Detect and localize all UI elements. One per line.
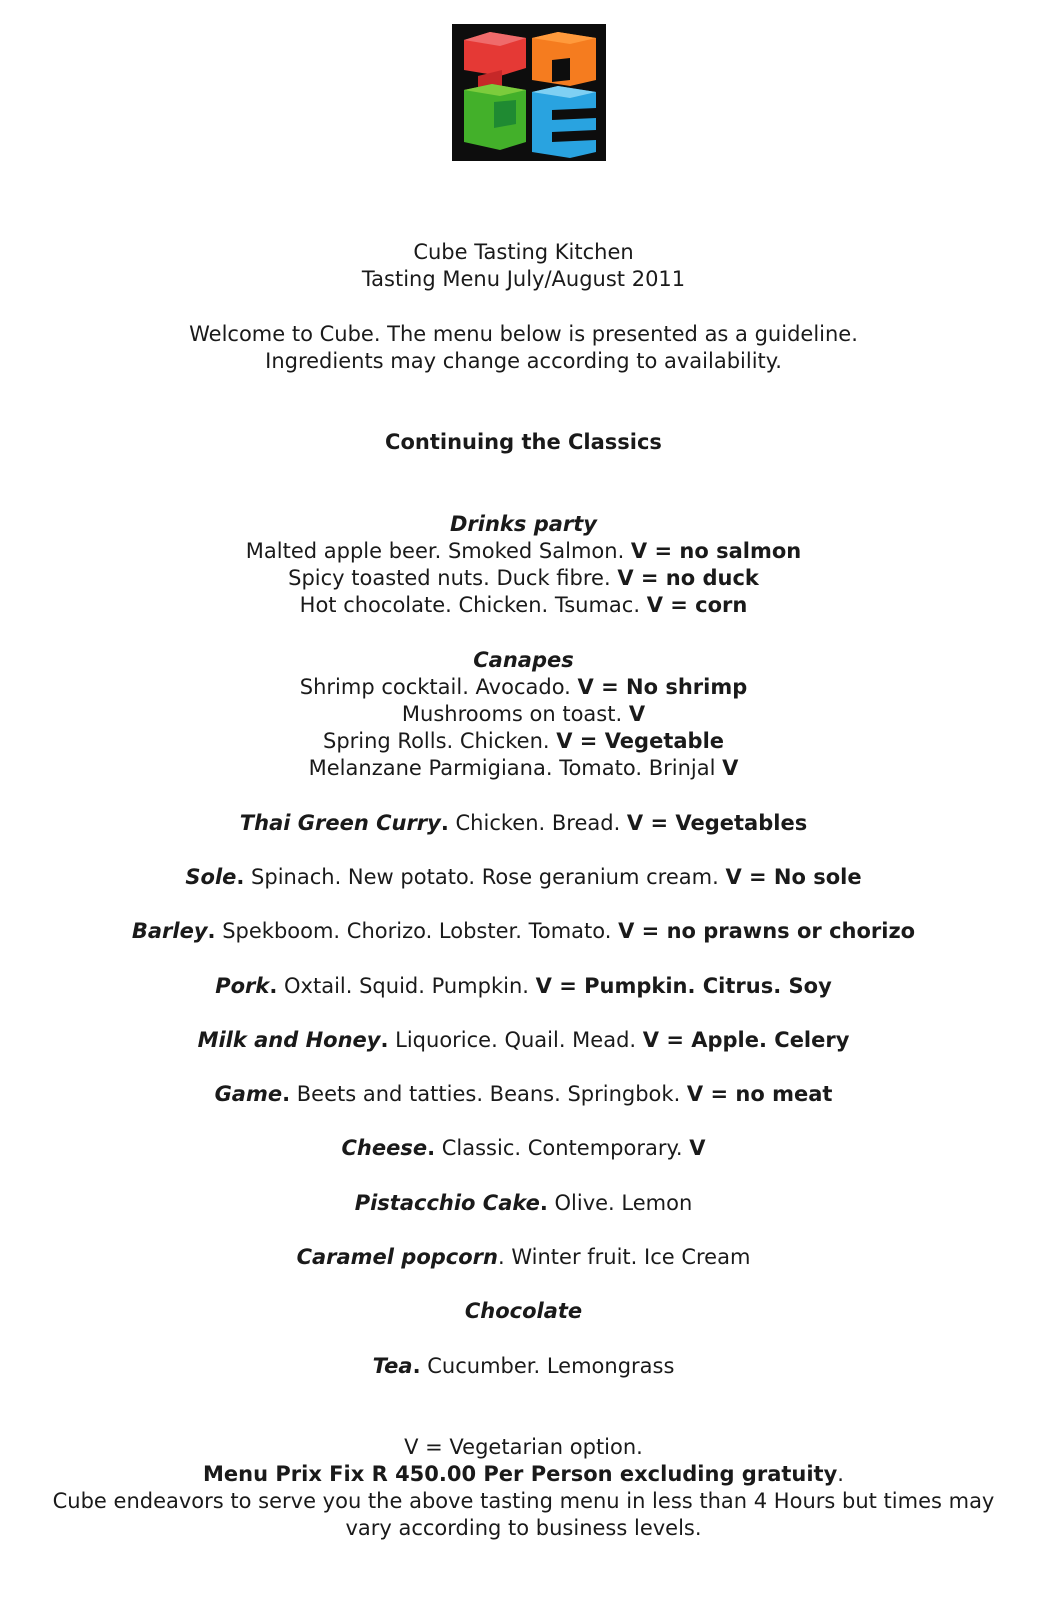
course-item: Sole. Spinach. New potato. Rose geranium cream. V = No sole [185, 865, 862, 889]
timing-note: Cube endeavors to serve you the above tasting menu in less than 4 Hours but times may [52, 1489, 995, 1513]
veg-legend: V = Vegetarian option. [404, 1435, 643, 1459]
course-item: Caramel popcorn. Winter fruit. Ice Cream [296, 1245, 751, 1269]
welcome-text: Welcome to Cube. The menu below is presented as a guideline. [189, 322, 858, 346]
menu-title: Tasting Menu July/August 2011 [361, 267, 686, 291]
cube-logo [452, 24, 606, 161]
canape-item: Spring Rolls. Chicken. V = Vegetable [322, 729, 725, 753]
drinks-item: Spicy toasted nuts. Duck fibre. V = no duck [288, 566, 759, 590]
course-item: Cheese. Classic. Contemporary. V [341, 1136, 706, 1160]
course-item: Pork. Oxtail. Squid. Pumpkin. V = Pumpkin. Citrus. Soy [215, 974, 832, 998]
drinks-item: Hot chocolate. Chicken. Tsumac. V = corn [299, 593, 748, 617]
course-item: Pistacchio Cake. Olive. Lemon [354, 1191, 693, 1215]
menu-price: Menu Prix Fix R 450.00 Per Person excluding gratuity. [203, 1462, 844, 1486]
availability-text: Ingredients may change according to availability. [265, 349, 782, 373]
course-item: Chocolate [464, 1299, 583, 1323]
course-item: Game. Beets and tatties. Beans. Springbok. V = no meat [214, 1082, 833, 1106]
timing-note-continued: vary according to business levels. [345, 1516, 702, 1540]
drinks-party-title: Drinks party [450, 512, 597, 536]
course-item: Thai Green Curry. Chicken. Bread. V = Vegetables [239, 811, 808, 835]
course-item: Milk and Honey. Liquorice. Quail. Mead. V = Apple. Celery [197, 1028, 850, 1052]
course-item: Barley. Spekboom. Chorizo. Lobster. Tomato. V = no prawns or chorizo [131, 919, 916, 943]
canape-item: Mushrooms on toast. V [401, 702, 646, 726]
section-title: Continuing the Classics [385, 430, 662, 454]
canape-item: Shrimp cocktail. Avocado. V = No shrimp [299, 675, 748, 699]
restaurant-name: Cube Tasting Kitchen [413, 240, 634, 264]
course-item: Tea. Cucumber. Lemongrass [372, 1354, 675, 1378]
canapes-title: Canapes [473, 648, 574, 672]
canape-item: Melanzane Parmigiana. Tomato. Brinjal V [308, 756, 739, 780]
drinks-item: Malted apple beer. Smoked Salmon. V = no salmon [245, 539, 802, 563]
